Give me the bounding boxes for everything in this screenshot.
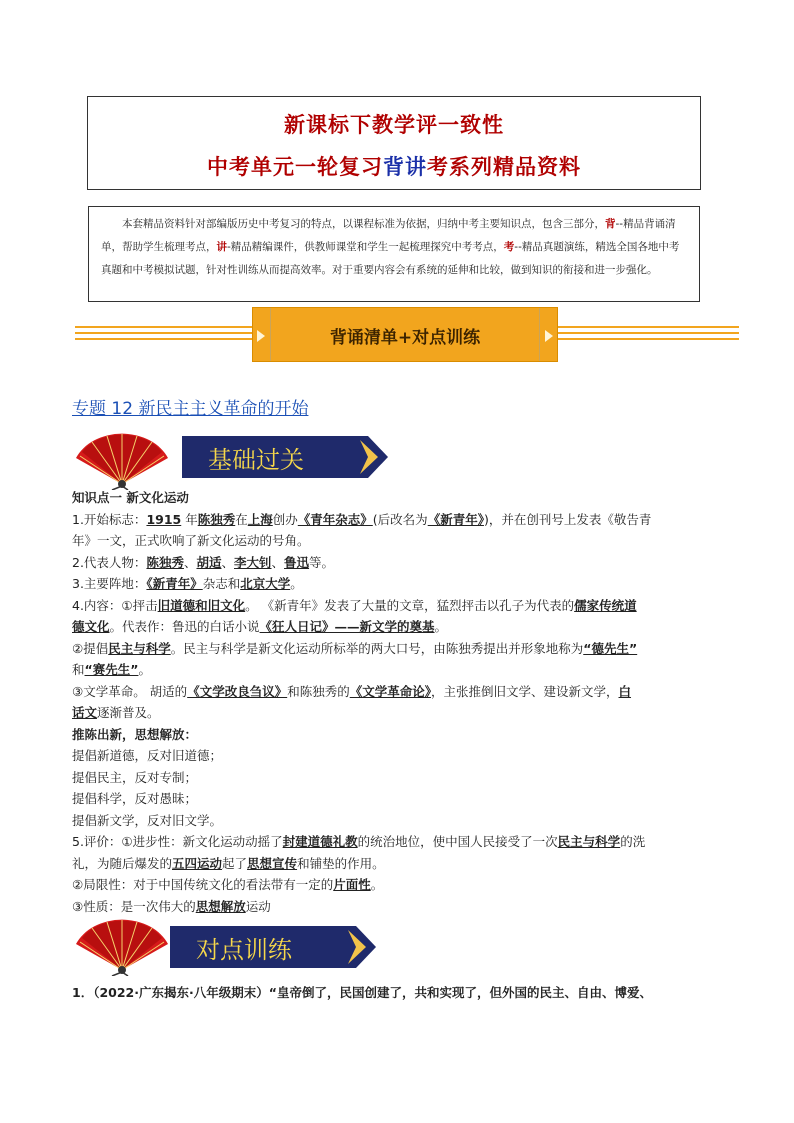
text: ③文学革命。 胡适的 (72, 683, 188, 699)
text: 、 (183, 554, 197, 570)
text: ，主张推倒旧文学、建设新文学， (430, 683, 619, 699)
text: ②提倡 (72, 640, 109, 656)
intro-key: 讲 (216, 241, 227, 253)
line-12 (72, 831, 728, 853)
title-part: 系列精品资料 (449, 154, 581, 179)
text: 杂志和 (202, 576, 241, 591)
key-term: 思想解放 (195, 898, 246, 914)
line-1b: 年》一文，正式吹响了新文化运动的号角。 (72, 533, 310, 548)
line-9: 提倡民主，反对专制； (72, 769, 198, 785)
fan-icon (72, 428, 172, 490)
text: 起了 (222, 855, 248, 871)
line-2 (72, 552, 728, 574)
text: 3.主要阵地： (72, 576, 147, 591)
text: 和铺垫的作用。 (297, 855, 385, 871)
key-term: 1915 (146, 511, 182, 527)
fan-icon (72, 914, 172, 976)
title-part: 中考单元一轮复习 (207, 154, 383, 179)
key-term: 《青年杂志》 (297, 511, 373, 527)
text: 。 《新青年》发表了大量的文章，猛烈抨击以孔子为代表的 (245, 597, 575, 613)
topic-title[interactable]: 专题 12 新民主主义革命的开始 (72, 399, 309, 419)
text: 和陈独秀的 (287, 683, 350, 699)
line-3 (72, 573, 728, 595)
text: 的统治地位，使中国人民接受了一次 (357, 834, 558, 849)
title-part-bei: 背 (383, 154, 405, 179)
line-5b (72, 659, 728, 681)
title-line-1: 新课标下教学评一致性 (284, 112, 504, 137)
text: 、 (271, 554, 285, 570)
line-4b (72, 616, 728, 638)
line-4 (72, 595, 728, 617)
title-box (87, 96, 701, 190)
text: 。 (370, 877, 384, 892)
text: 。代表作：鲁迅的白话小说 (109, 619, 260, 634)
line-1 (72, 509, 728, 531)
key-term: 儒家传统道 (574, 597, 637, 613)
text: ③性质：是一次伟大的 (72, 898, 196, 914)
key-term: 胡适 (196, 554, 222, 570)
key-term: 民主与科学 (108, 640, 171, 656)
key-term: 陈独秀 (146, 554, 184, 570)
line-5 (72, 638, 728, 660)
title-part-kao: 考 (427, 154, 449, 179)
line-8: 提倡新道德，反对旧道德； (72, 748, 223, 763)
key-term: 思想宣传 (247, 855, 298, 871)
text: 运动 (245, 898, 271, 914)
line-10: 提倡科学，反对愚昧； (72, 791, 198, 806)
key-term: 《新青年》 (427, 511, 484, 527)
title-part-jiang: 讲 (405, 154, 427, 179)
text: 逐渐普及。 (97, 705, 160, 720)
text: 在 (235, 511, 248, 527)
knowledge-body (72, 487, 728, 917)
key-term: 封建道德礼教 (282, 834, 358, 849)
text: 1.开始标志： (72, 511, 147, 527)
line-6 (72, 681, 728, 703)
key-term: 五四运动 (172, 855, 223, 871)
key-term: “德先生” (583, 640, 638, 656)
text: 4.内容：①抨击 (72, 597, 158, 613)
text: 。 (434, 619, 448, 634)
key-term: 《狂人日记》——新文学的奠基 (259, 619, 435, 634)
key-term: 话文 (72, 705, 98, 720)
text: 年 (181, 511, 198, 527)
intro-paragraph (101, 213, 689, 282)
text: 等。 (309, 554, 335, 570)
text: 和 (72, 662, 85, 677)
text: 、 (221, 554, 234, 570)
intro-text: --精品背诵清单，帮助学生梳理考点， (101, 218, 676, 253)
question-1: 1．（2022·广东揭东·八年级期末）“皇帝倒了，民国创建了，共和实现了，但外国的民主、自由、博爱、 (72, 985, 652, 1000)
knowledge-heading: 知识点一 新文化运动 (72, 490, 189, 505)
text: 礼，为随后爆发的 (72, 855, 173, 871)
text: (后改名为 (372, 511, 428, 527)
key-term: 陈独秀 (197, 511, 236, 527)
intro-key: 背 (605, 218, 616, 230)
text: ②局限性：对于中国传统文化的看法带有一定的 (72, 877, 334, 892)
key-term: 《文学改良刍议》 (187, 683, 288, 699)
line-7: 推陈出新，思想解放： (72, 726, 198, 742)
section-title-basic: 基础过关 (208, 446, 304, 474)
text: )，并在创刊号上发表《敬告青 (483, 511, 652, 527)
key-term: 白 (618, 683, 632, 699)
key-term: 李大钊 (234, 554, 272, 570)
text: 2.代表人物： (72, 554, 147, 570)
section-banner (252, 307, 558, 362)
text: 。 (290, 576, 303, 591)
key-term: 德文化 (72, 619, 110, 634)
text: 5.评价：①进步性：新文化运动动摇了 (72, 834, 283, 849)
key-term: 北京大学 (240, 576, 291, 591)
text: 。民主与科学是新文化运动所标举的两大口号，由陈独秀提出并形象地称为 (170, 640, 584, 656)
intro-key: 考 (503, 241, 515, 253)
line-6b (72, 702, 728, 724)
text: 创办 (272, 511, 298, 527)
key-term: 片面性 (333, 877, 371, 892)
line-11: 提倡新文学，反对旧文学。 (72, 812, 223, 828)
key-term: 《文学革命论》 (349, 683, 431, 699)
line-13 (72, 874, 728, 896)
intro-text: 本套精品资料针对部编版历史中考复习的特点，以课程标准为依据，归纳中考主要知识点，包含三部分， (122, 218, 605, 230)
key-term: 上海 (247, 511, 273, 527)
text: 。 (138, 662, 151, 677)
intro-text: --精品真题演练，精选全国各地中考真题和中考模拟试题，针对性训练从而提高效率。对于重要内容会有系统的延伸和比较，做到知识的衔接和进一步强化。 (101, 241, 680, 276)
key-term: 《新青年》 (146, 576, 203, 591)
key-term: 民主与科学 (557, 834, 621, 849)
key-term: 旧道德和旧文化 (157, 597, 246, 613)
section-title-practice: 对点训练 (196, 936, 292, 964)
line-12b (72, 853, 728, 875)
text: 的洗 (620, 834, 646, 849)
title-line-2 (88, 151, 700, 181)
banner-title: 背诵清单+对点训练 (329, 328, 481, 348)
key-term: 鲁迅 (284, 554, 310, 570)
intro-text: -精品精编课件，供教师课堂和学生一起梳理探究中考考点， (227, 241, 504, 253)
intro-box (88, 206, 700, 302)
key-term: “赛先生” (84, 662, 139, 677)
